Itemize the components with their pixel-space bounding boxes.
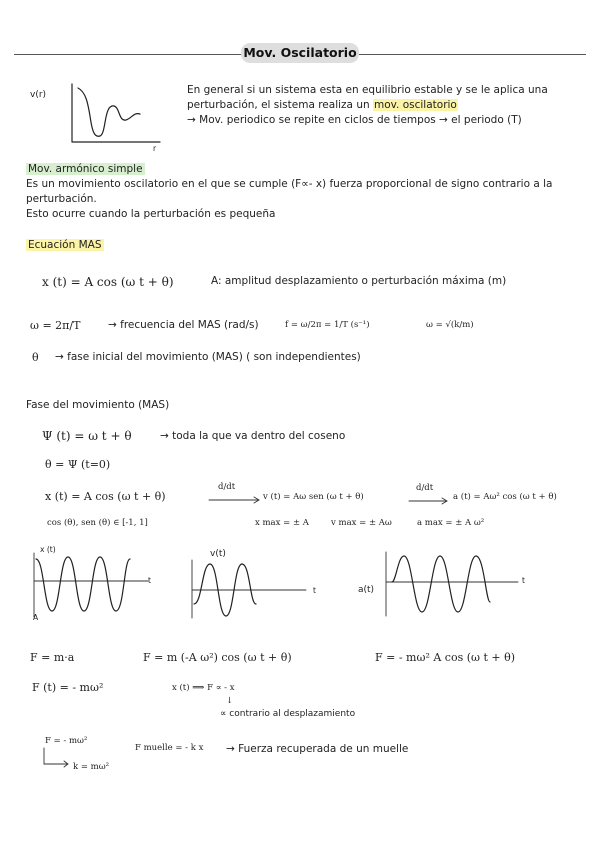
intro-line-1: En general si un sistema esta en equilibrio estable y se le aplica una (187, 84, 548, 96)
acceleration-graph (382, 552, 522, 618)
intro-line-3: → Mov. periodico se repite en ciclos de tiempos → el periodo (T) (187, 114, 522, 126)
amax-formula: a max = ± A ω² (417, 518, 485, 528)
phase-description: → fase inicial del movimiento (MAS) ( son independientes) (55, 351, 361, 363)
intro-line-2-text: perturbación, el sistema realiza un (187, 99, 373, 111)
vmax-formula: v max = ± Aω (331, 518, 392, 528)
intro-line-2 (187, 99, 458, 111)
omega-formula: ω = 2π/T (30, 319, 81, 332)
derivative-arrow-2 (407, 497, 451, 507)
mas-line-3: Esto ocurre cuando la perturbación es pequeña (26, 208, 276, 220)
force-formula-1: F = m·a (30, 651, 75, 664)
position-formula: x (t) = A cos (ω t + θ) (45, 490, 166, 503)
mas-heading-text: Mov. armónico simple (28, 163, 143, 175)
mas-formula: x (t) = A cos (ω t + θ) (42, 275, 174, 289)
omega-spring-formula: ω = √(k/m) (426, 320, 474, 330)
potential-graph-ylabel: v(r) (30, 90, 47, 100)
force-contrary-note: ∝ contrario al desplazamiento (220, 709, 356, 719)
fase-heading: Fase del movimiento (MAS) (26, 399, 170, 411)
range-formula: cos (θ), sen (θ) ∈ [-1, 1] (47, 518, 148, 528)
potential-graph-xlabel: r (153, 144, 157, 153)
position-graph-axis: t (148, 576, 151, 585)
force-formula-3: F = - mω² A cos (ω t + θ) (375, 651, 516, 664)
ecuacion-heading-text: Ecuación MAS (28, 239, 102, 251)
initial-phase-formula: θ = Ψ (t=0) (45, 458, 111, 471)
frequency-description: → frecuencia del MAS (rad/s) (108, 319, 259, 331)
position-graph-label: x (t) (40, 545, 56, 554)
xmax-formula: x max = ± A (255, 518, 309, 528)
derivative-operator-2: d/dt (416, 483, 434, 493)
force-formula-2: F = m (-A ω²) cos (ω t + θ) (143, 651, 292, 664)
force-formula-6: F = - mω² (45, 736, 88, 746)
velocity-graph (188, 560, 318, 620)
spring-force-description: → Fuerza recuperada de un muelle (226, 743, 409, 755)
position-graph (30, 553, 160, 619)
derivative-operator-1: d/dt (218, 482, 236, 492)
phase-formula-description: → toda la que va dentro del coseno (160, 430, 346, 442)
derivative-arrow-1 (207, 496, 263, 506)
velocity-graph-label: v(t) (210, 549, 226, 559)
spring-force-formula: F muelle = - k x (135, 743, 204, 753)
force-proportionality: x (t) ⟹ F ∝ - x (172, 683, 235, 693)
force-arrow: ↓ (226, 696, 234, 706)
amplitude-description: A: amplitud desplazamiento o perturbación máxima (m) (211, 275, 507, 287)
mas-line-2: perturbación. (26, 193, 97, 205)
potential-graph (30, 78, 170, 158)
frequency-formula: f = ω/2π = 1/T (s⁻¹) (285, 320, 370, 330)
force-formula-4: F (t) = - mω² (32, 681, 104, 694)
intro-highlight: mov. oscilatorio (373, 99, 457, 111)
acceleration-graph-axis: t (522, 576, 525, 585)
mas-heading (26, 163, 145, 175)
spring-constant-formula: k = mω² (73, 762, 110, 772)
ecuacion-heading (26, 239, 104, 251)
mas-line-1: Es un movimiento oscilatorio en el que se cumple (F∝- x) fuerza proporcional de signo contrario a la (26, 178, 553, 190)
title-bar (0, 42, 600, 64)
theta-symbol: θ (32, 351, 39, 364)
velocity-formula: v (t) = Aω sen (ω t + θ) (263, 492, 364, 502)
phase-formula: Ψ (t) = ω t + θ (42, 429, 132, 443)
acceleration-formula: a (t) = Aω² cos (ω t + θ) (453, 492, 557, 502)
position-graph-amplitude: A (33, 613, 39, 622)
acceleration-graph-label: a(t) (358, 585, 375, 595)
hook-arrow (40, 748, 74, 770)
page-title: Mov. Oscilatorio (241, 43, 359, 63)
velocity-graph-axis: t (313, 586, 316, 595)
